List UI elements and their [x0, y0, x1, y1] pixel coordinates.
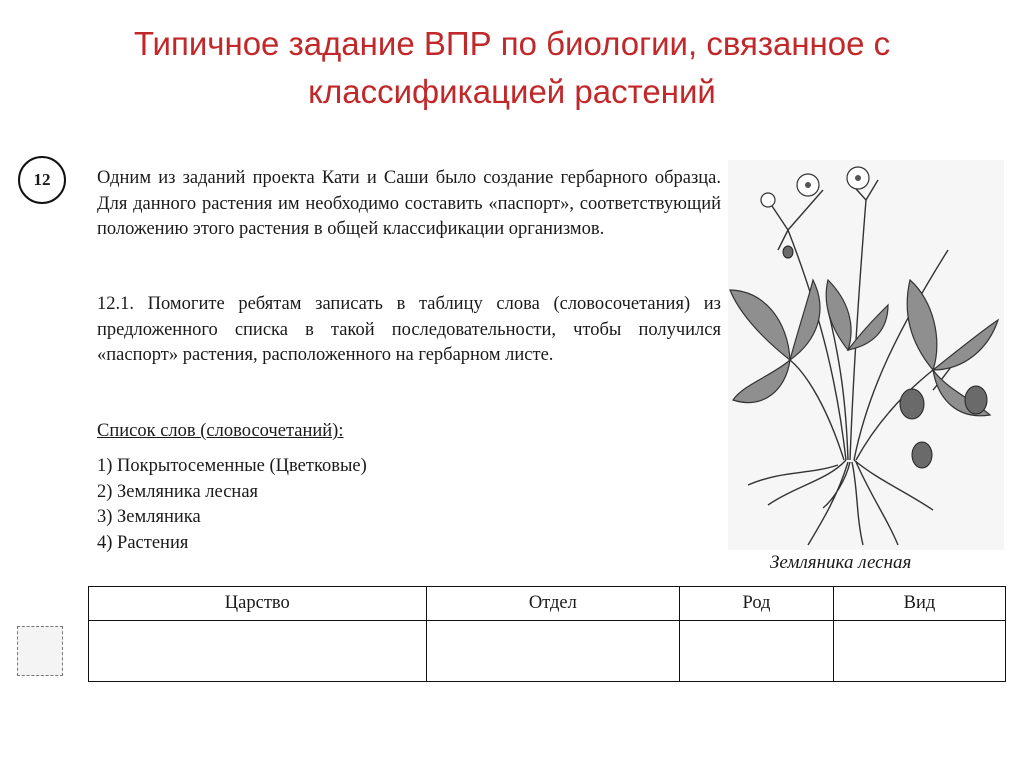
- column-header-species: Вид: [833, 587, 1005, 621]
- word-list-item: 1) Покрытосеменные (Цветковые): [97, 456, 367, 476]
- strawberry-plant-illustration: [728, 160, 1004, 550]
- answer-cell-genus[interactable]: [680, 621, 834, 682]
- answer-table: [88, 586, 1006, 682]
- column-header-genus: Род: [680, 587, 834, 621]
- word-list-item: 3) Земляника: [97, 507, 201, 527]
- answer-cell-division[interactable]: [426, 621, 680, 682]
- word-list-item: 2) Земляника лесная: [97, 481, 259, 502]
- slide-title: Типичное задание ВПР по биологии, связанное с классификацией растений: [133, 25, 891, 110]
- answer-checkbox[interactable]: [17, 626, 63, 676]
- table-header-row: [89, 587, 1006, 621]
- image-caption: Земляника лесная: [770, 552, 912, 573]
- task-number-badge: 12: [18, 156, 66, 204]
- column-header-division: Отдел: [426, 587, 680, 621]
- answer-cell-species[interactable]: [833, 621, 1005, 682]
- question-paragraph: 12.1. Помогите ребятам записать в таблицу слова (словосочетания) из предложенного списка в такой последовательности, чтобы получился «паспорт» растения, расположенного на гербарном листе.: [97, 294, 721, 365]
- word-list-title: Список слов (словосочетаний):: [97, 421, 344, 441]
- intro-paragraph: Одним из заданий проекта Кати и Саши было создание гербарного образца. Для данного растения им необходимо составить «паспорт», соответствующий положению этого растения в общей классификации организмов.: [97, 168, 721, 239]
- answer-cell-kingdom[interactable]: [89, 621, 427, 682]
- word-list-item: 4) Растения: [97, 532, 189, 553]
- word-list: [97, 454, 367, 556]
- table-row: [89, 621, 1006, 682]
- column-header-kingdom: Царство: [89, 587, 427, 621]
